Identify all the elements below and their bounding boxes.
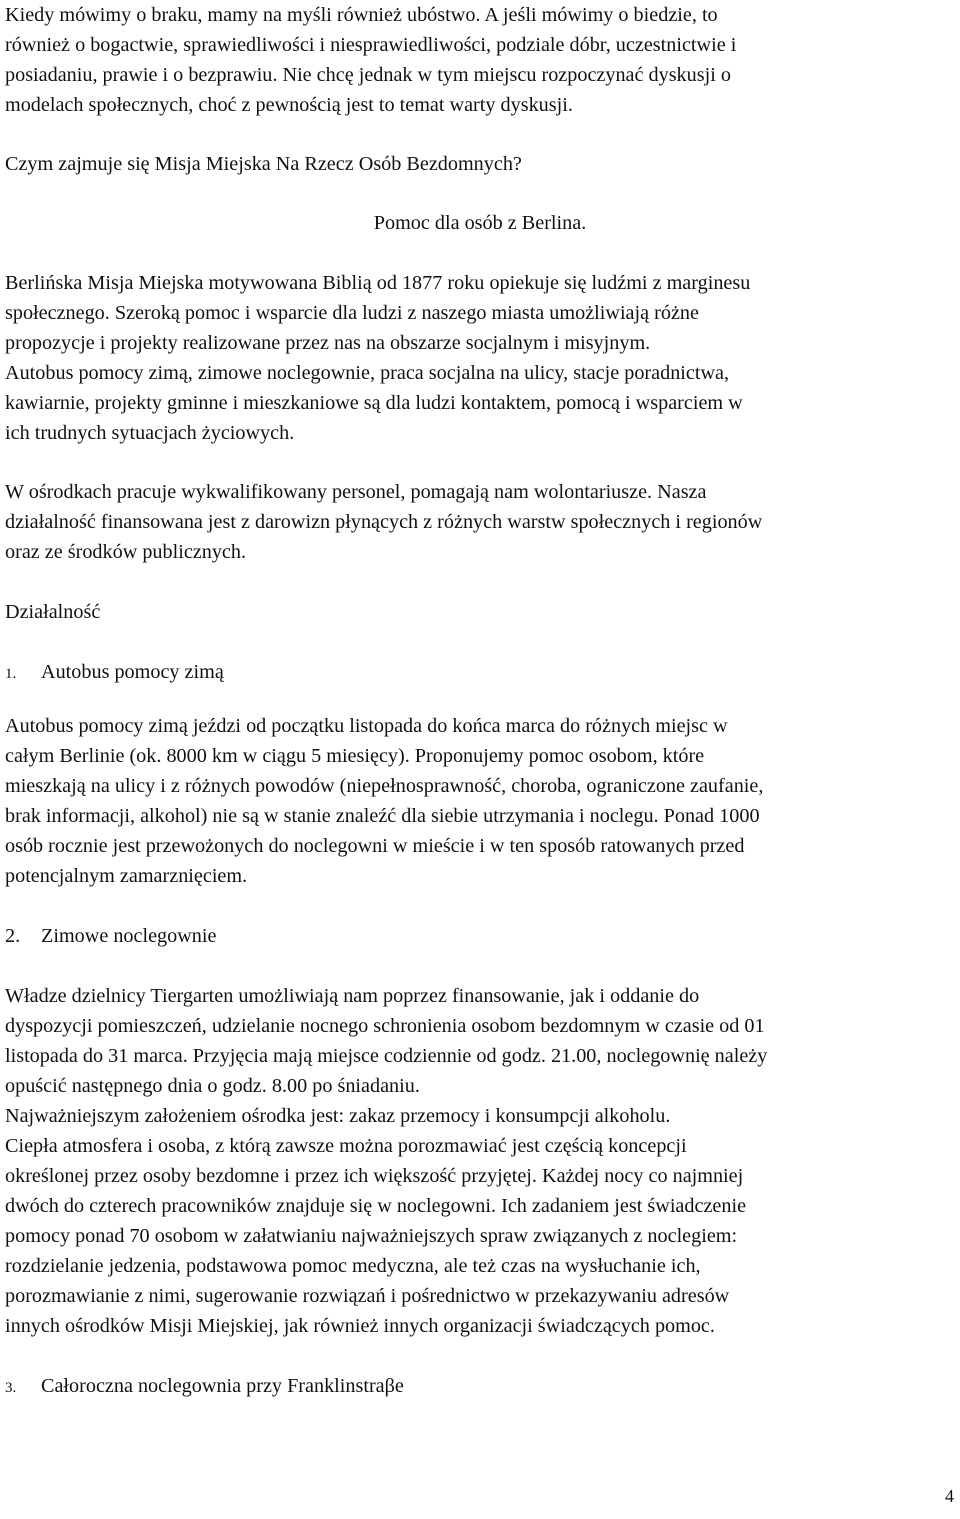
section-line: potencjalnym zamarznięciem.	[5, 865, 248, 887]
section-line: Najważniejszym założeniem ośrodka jest: zakaz przemocy i konsumpcji alkoholu.	[5, 1105, 671, 1127]
section-body-1	[5, 711, 957, 891]
mission-paragraph	[5, 268, 957, 448]
staff-line: działalność finansowana jest z darowizn płynących z różnych warstw społecznych i regionów	[5, 511, 763, 533]
section-line: dyspozycji pomieszczeń, udzielanie nocnego schronienia osobom bezdomnym w czasie od 01	[5, 1015, 765, 1037]
mission-line: Berlińska Misja Miejska motywowana Biblią od 1877 roku opiekuje się ludźmi z marginesu	[5, 272, 751, 294]
section-title: Zimowe noclegownie	[41, 925, 217, 947]
mission-line: propozycje i projekty realizowane przez nas na obszarze socjalnym i misyjnym.	[5, 332, 651, 354]
intro-line: również o bogactwie, sprawiedliwości i niesprawiedliwości, podziale dóbr, uczestnictwie i	[5, 34, 737, 56]
section-line: porozmawianie z nimi, sugerowanie rozwiązań i pośrednictwo w przekazywaniu adresów	[5, 1285, 730, 1307]
section-line: pomocy ponad 70 osobom w załatwianiu najważniejszych spraw związanych z noclegiem:	[5, 1225, 738, 1247]
staff-paragraph	[5, 477, 957, 567]
section-heading-1	[5, 657, 957, 689]
page-number: 4	[945, 1486, 954, 1506]
intro-line: Kiedy mówimy o braku, mamy na myśli również ubóstwo. A jeśli mówimy o biedzie, to	[5, 4, 718, 26]
question-line: Czym zajmuje się Misja Miejska Na Rzecz Osób Bezdomnych?	[5, 153, 522, 175]
section-heading-2	[5, 921, 957, 951]
section-line: rozdzielanie jedzenia, podstawowa pomoc medyczna, ale też czas na wysłuchanie ich,	[5, 1255, 701, 1277]
section-line: dwóch do czterech pracowników znajduje się w noclegowni. Ich zadaniem jest świadczenie	[5, 1195, 747, 1217]
section-line: określonej przez osoby bezdomne i przez ich większość przyjętej. Każdej nocy co najmniej	[5, 1165, 744, 1187]
section-line: osób rocznie jest przewożonych do noclegowni w mieście i w ten sposób ratowanych przed	[5, 835, 745, 857]
section-heading-line	[5, 921, 957, 951]
section-number: 1.	[5, 666, 17, 682]
section-heading-3	[5, 1371, 957, 1403]
intro-line: modelach społecznych, choć z pewnością jest to temat warty dyskusji.	[5, 94, 573, 116]
staff-line: W ośrodkach pracuje wykwalifikowany personel, pomagają nam wolontariusze. Nasza	[5, 481, 707, 503]
question-text	[5, 149, 957, 179]
section-body-2	[5, 981, 957, 1341]
section-number: 2.	[5, 925, 21, 947]
section-line: mieszkają na ulicy i z różnych powodów (niepełnosprawność, choroba, ograniczone zaufanie,	[5, 775, 764, 797]
section-number: 3.	[5, 1380, 17, 1396]
mission-line: Autobus pomocy zimą, zimowe noclegownie, praca socjalna na ulicy, stacje poradnictwa,	[5, 362, 730, 384]
section-title: Całoroczna noclegownia przy Franklinstraβe	[41, 1375, 404, 1397]
section-line: Władze dzielnicy Tiergarten umożliwiają nam poprzez finansowanie, jak i oddanie do	[5, 985, 700, 1007]
section-heading-line	[5, 657, 957, 689]
mission-line: ich trudnych sytuacjach życiowych.	[5, 422, 295, 444]
section-heading-line	[5, 1371, 957, 1403]
intro-line: posiadaniu, prawie i o bezprawiu. Nie chcę jednak w tym miejscu rozpoczynać dyskusji o	[5, 64, 731, 86]
activity-heading	[5, 597, 957, 627]
intro-paragraph	[5, 0, 957, 120]
activity-heading-text: Działalność	[5, 601, 101, 623]
mission-line: społecznego. Szeroką pomoc i wsparcie dla ludzi z naszego miasta umożliwiają różne	[5, 302, 699, 324]
section-line: Ciepła atmosfera i osoba, z którą zawsze można porozmawiać jest częścią koncepcji	[5, 1135, 687, 1157]
subtitle: Pomoc dla osób z Berlina.	[373, 212, 587, 234]
section-line: opuścić następnego dnia o godz. 8.00 po śniadaniu.	[5, 1075, 420, 1097]
section-line: listopada do 31 marca. Przyjęcia mają miejsce codziennie od godz. 21.00, noclegownię należy	[5, 1045, 768, 1067]
section-line: całym Berlinie (ok. 8000 km w ciągu 5 miesięcy). Proponujemy pomoc osobom, które	[5, 745, 705, 767]
staff-line: oraz ze środków publicznych.	[5, 541, 247, 563]
section-title: Autobus pomocy zimą	[41, 661, 224, 683]
mission-line: kawiarnie, projekty gminne i mieszkaniowe są dla ludzi kontaktem, pomocą i wsparciem w	[5, 392, 743, 414]
section-line: innych ośrodków Misji Miejskiej, jak również innych organizacji świadczących pomoc.	[5, 1315, 715, 1337]
section-line: Autobus pomocy zimą jeździ od początku listopada do końca marca do różnych miejsc w	[5, 715, 728, 737]
section-line: brak informacji, alkohol) nie są w stanie znaleźć dla siebie utrzymania i noclegu. Ponad 1000	[5, 805, 760, 827]
